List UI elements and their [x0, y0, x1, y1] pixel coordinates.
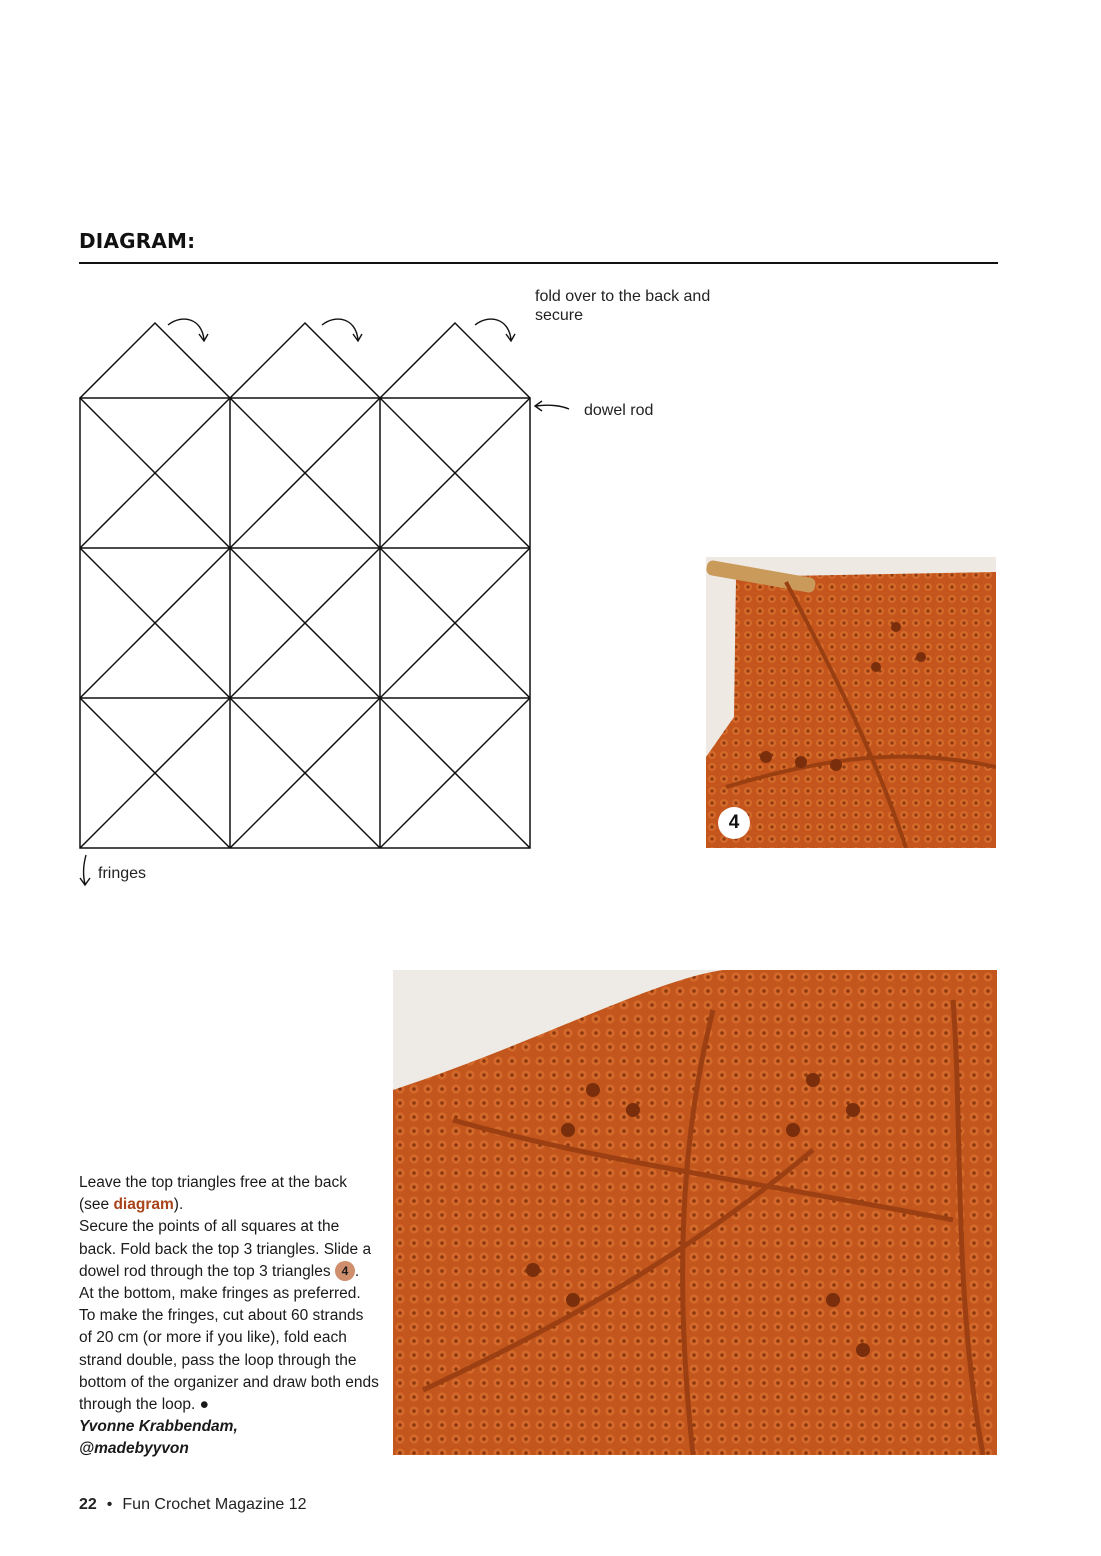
fringes-label: fringes [98, 865, 147, 882]
folding-diagram [70, 290, 670, 900]
section-heading: DIAGRAM: [79, 229, 196, 253]
fringes-arrow-icon [80, 855, 90, 885]
instructions-text [79, 1172, 379, 1461]
page-footer [79, 1496, 307, 1514]
instruction-paragraph-2: Secure the points of all squares at the back. Fold back the top 3 triangles. Slide a dowel rod through the top 3 triangles 4 . [79, 1218, 372, 1280]
photo-dowel-closeup [706, 557, 996, 848]
instruction-paragraph-4: To make the fringes, cut about 60 strands of 20 cm (or more if you like), fold each strand double, pass the loop through the bottom of the organizer and draw both ends through the loop. ● [79, 1307, 379, 1414]
diagram-link[interactable]: diagram [113, 1196, 174, 1214]
heading-rule [79, 262, 998, 264]
square-diagonals [80, 398, 530, 848]
magazine-title: Fun Crochet Magazine 12 [122, 1496, 307, 1513]
end-mark: ● [199, 1396, 210, 1414]
inline-step-badge: 4 [335, 1261, 355, 1281]
photo-organizer-detail [393, 970, 997, 1455]
fold-label: fold over to the back and secure [535, 288, 711, 324]
author-name: Yvonne Krabbendam, [79, 1418, 238, 1436]
step-badge: 4 [718, 807, 750, 839]
page-number: 22 [79, 1496, 97, 1513]
instruction-paragraph-3: At the bottom, make fringes as preferred. [79, 1285, 361, 1303]
top-triangles [80, 323, 530, 398]
instruction-paragraph-1: Leave the top triangles free at the back (see diagram). [79, 1174, 347, 1214]
dowel-label: dowel rod [584, 402, 654, 419]
dowel-arrow-icon [535, 401, 569, 411]
author-handle: @madebyyvon [79, 1440, 189, 1458]
footer-separator: • [106, 1496, 113, 1513]
